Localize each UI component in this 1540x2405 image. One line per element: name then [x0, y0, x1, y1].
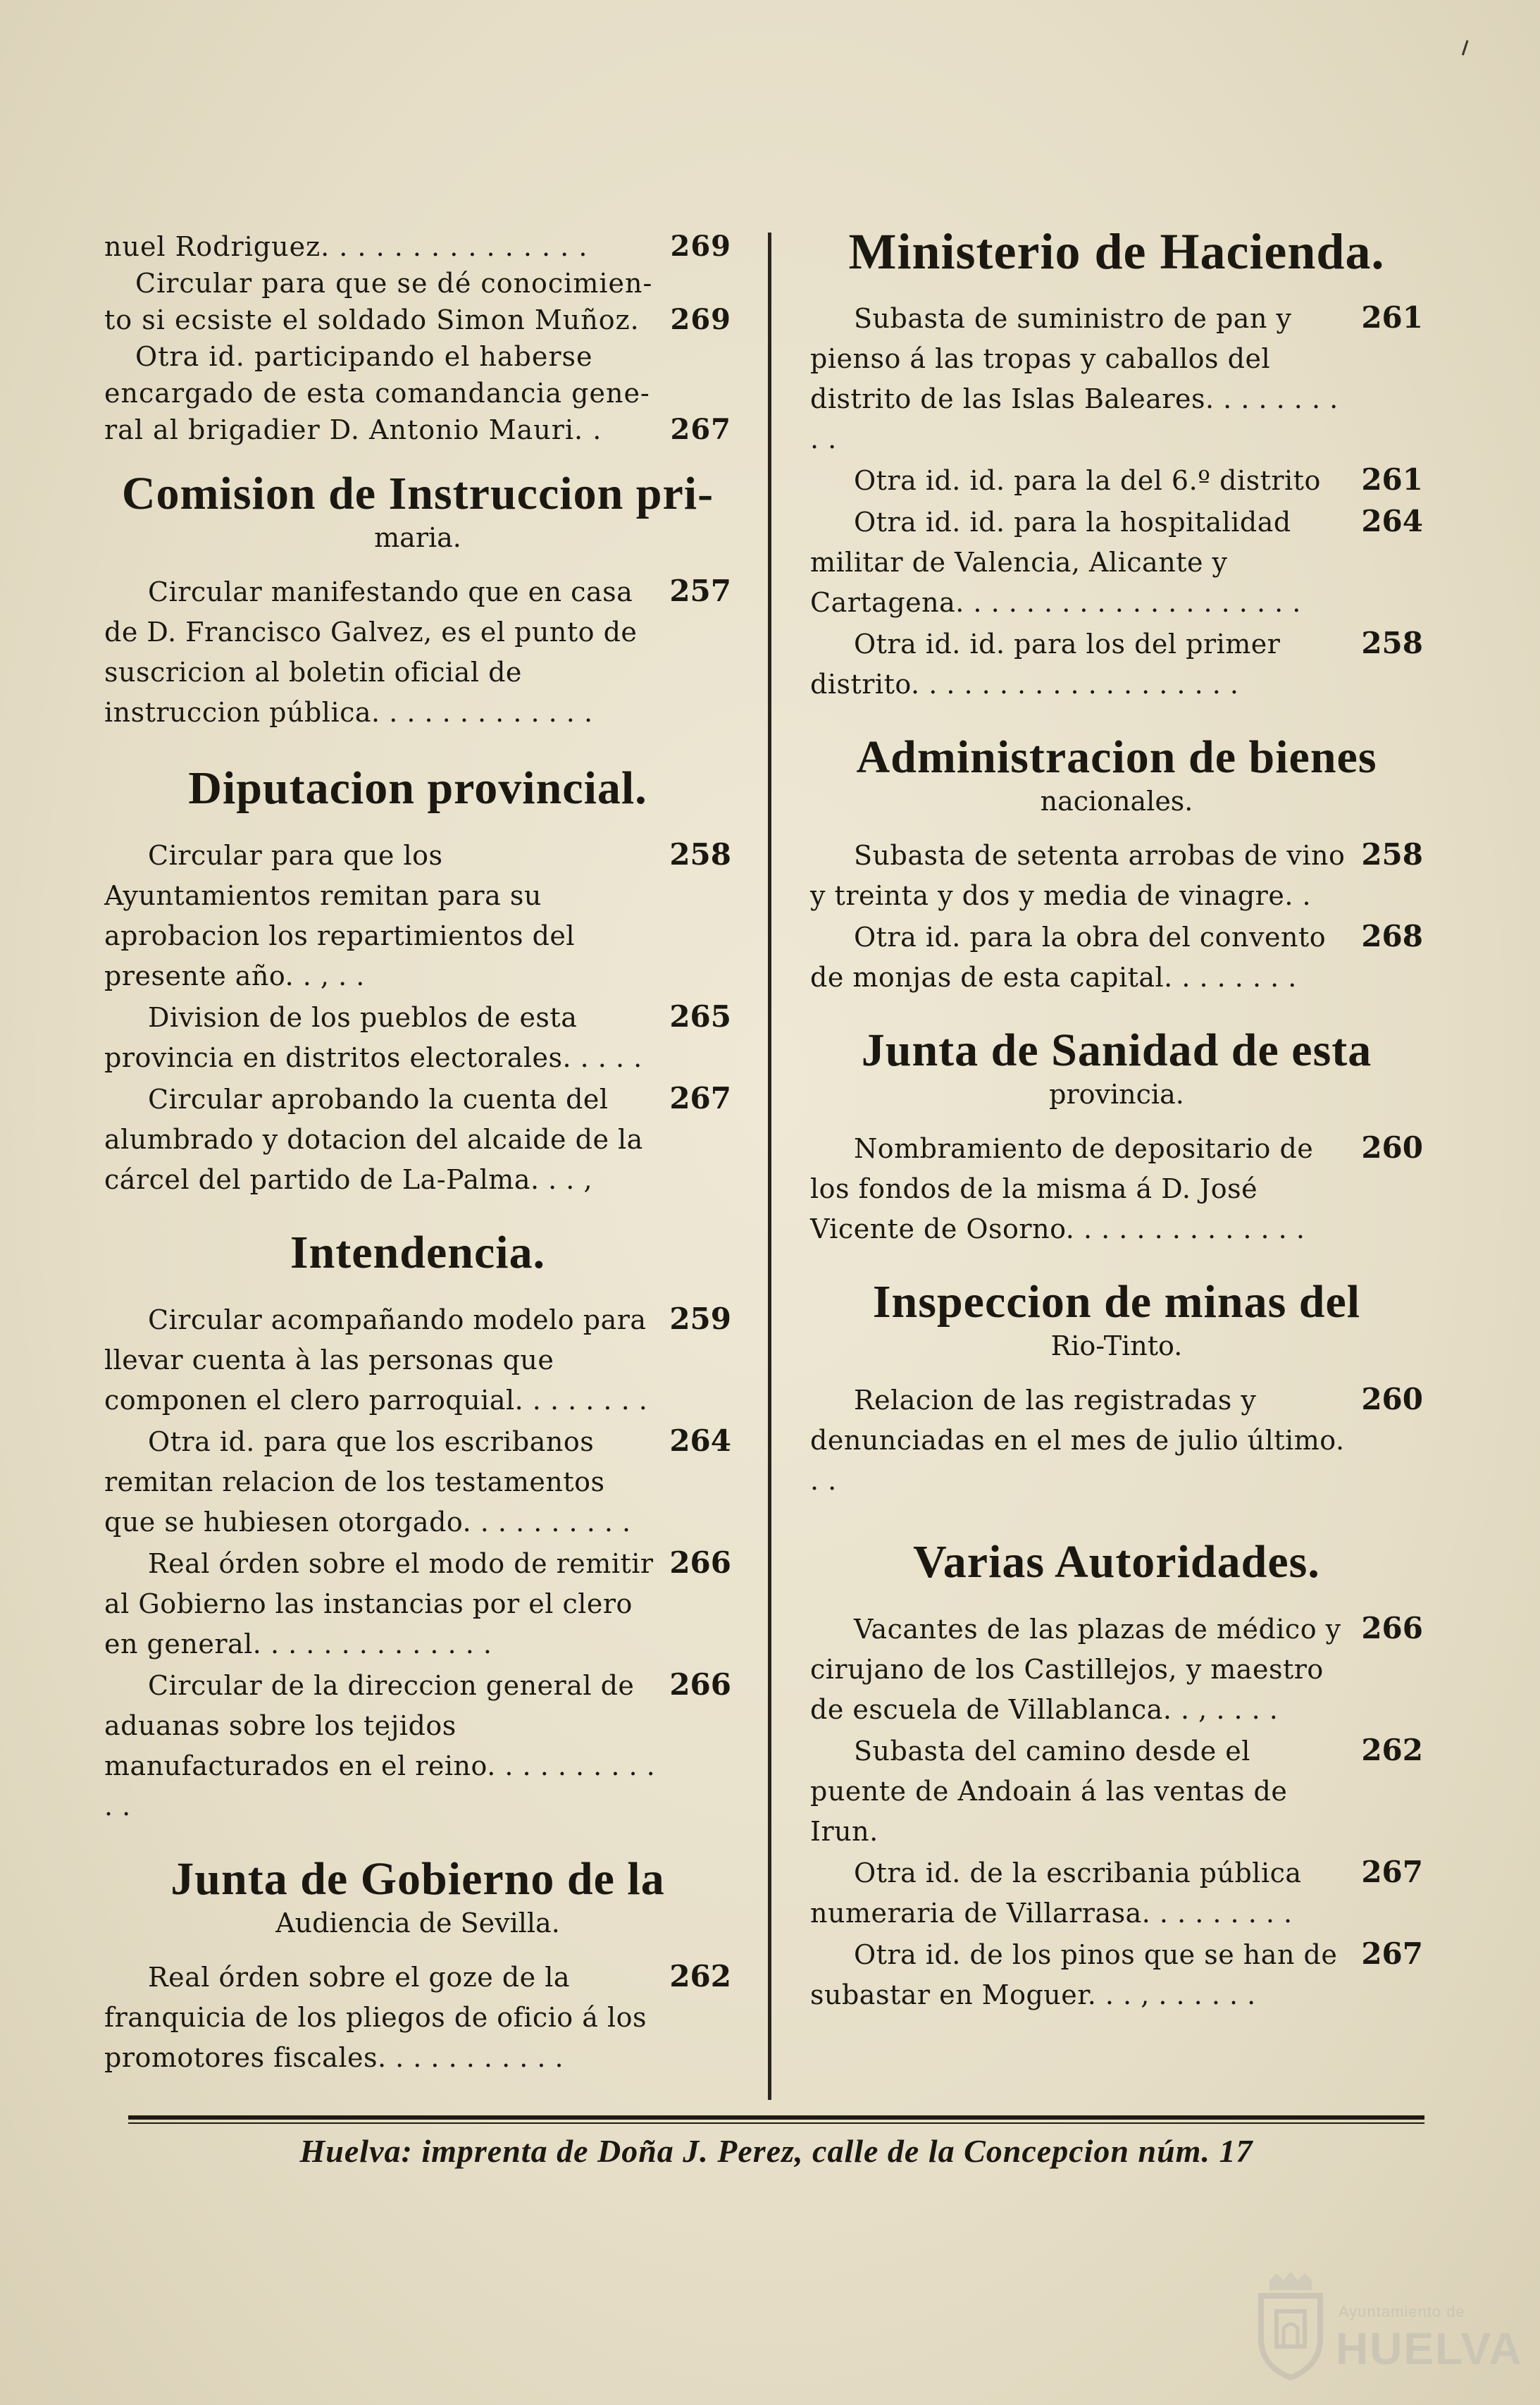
- page-number: 258: [1361, 837, 1423, 872]
- index-entry: [104, 1078, 731, 1200]
- entry-text: Circular acompañando modelo para llevar cuenta à las personas que componen el clero parroquial. . . . . . . .: [104, 1304, 648, 1416]
- entry-text: Real órden sobre el modo de remitir al Gobierno las instancias por el clero en general. . . . . . . . . . . . . .: [104, 1548, 654, 1659]
- section-title: Intendencia.: [290, 1227, 546, 1278]
- entry-text: Otra id. id. para la del 6.º distrito: [854, 465, 1321, 496]
- page-number: 264: [1361, 504, 1423, 538]
- left-column: [104, 224, 731, 2078]
- entry-text: Otra id. para que los escribanos remitan relacion de los testamentos que se hubiesen otorgado. . . . . . . . . .: [104, 1426, 631, 1538]
- watermark-big-text: HUELVA: [1336, 2323, 1523, 2374]
- entry-text: Circular aprobando la cuenta del alumbrado y dotacion del alcaide de la cárcel del partido de La-Palma. . . ,: [104, 1084, 643, 1195]
- entry-text: Nombramiento de depositario de los fondos de la misma á D. José Vicente de Osorno. . . . . . . . . . . . . .: [810, 1133, 1314, 1244]
- index-entry: [104, 571, 731, 733]
- page-number: 265: [669, 999, 731, 1034]
- entry-text: Division de los pueblos de esta provincia en distritos electorales. . . . .: [104, 1002, 642, 1073]
- section-subtitle: provincia.: [1049, 1079, 1184, 1110]
- index-entry: [810, 1730, 1423, 1852]
- page-number: 261: [1361, 462, 1423, 497]
- entry-text: Circular para que los Ayuntamientos remitan para su aprobacion los repartimientos del presente año. . , . .: [104, 840, 576, 991]
- index-entry: [104, 1956, 731, 2078]
- section-title: Junta de Gobierno de la: [170, 1853, 665, 1905]
- page-number: 258: [1361, 626, 1423, 660]
- entry-text: Otra id. de los pinos que se han de subastar en Moguer. . . , . . . . . .: [810, 1939, 1338, 2010]
- entry-text: Circular manifestando que en casa de D. Francisco Galvez, es el punto de suscricion al boletin oficial de instruccion pública. . . . . . . . . . . . .: [104, 576, 638, 728]
- index-entry: [810, 1934, 1423, 2015]
- fragment-line: ral al brigadier D. Antonio Mauri. . 267: [104, 413, 731, 446]
- printer-imprint: Huelva: imprenta de Doña J. Perez, calle de la Concepcion núm. 17: [299, 2133, 1253, 2169]
- section-title: Inspeccion de minas del: [872, 1276, 1361, 1328]
- page-number: 258: [669, 837, 731, 872]
- index-entry: [810, 297, 1423, 459]
- entry-text: Vacantes de las plazas de médico y cirujano de los Castillejos, y maestro de escuela de Villablanca. . , . . . .: [810, 1614, 1341, 1725]
- index-entry: [810, 459, 1423, 501]
- page-number: 257: [669, 574, 731, 608]
- entry-text: Otra id. de la escribania pública numeraria de Villarrasa. . . . . . . . .: [810, 1857, 1302, 1929]
- index-entry: [104, 834, 731, 996]
- entry-text: Relacion de las registradas y denunciadas en el mes de julio último. . .: [810, 1385, 1345, 1496]
- index-entry: [810, 834, 1423, 916]
- index-entry: [810, 1608, 1423, 1730]
- page-number: 264: [669, 1423, 731, 1458]
- watermark-small-text: Ayuntamiento de: [1339, 2303, 1465, 2320]
- entry-text: Otra id. id. para los del primer distrito. . . . . . . . . . . . . . . . . . .: [810, 629, 1281, 700]
- page-number: 262: [1361, 1733, 1423, 1767]
- index-entry: [810, 1379, 1423, 1501]
- entry-text: Otra id. id. para la hospitalidad militar de Valencia, Alicante y Cartagena. . . . . . . . . . . . . . . . . . . .: [810, 507, 1301, 618]
- page-number: 267: [1361, 1936, 1423, 1971]
- carryover-fragment: [104, 228, 731, 448]
- entry-text: Otra id. para la obra del convento de monjas de esta capital. . . . . . . .: [810, 922, 1327, 993]
- fragment-line: encargado de esta comandancia gene-: [104, 378, 650, 409]
- index-entry: [104, 1664, 731, 1826]
- fragment-line: to si ecsiste el soldado Simon Muñoz. 269: [104, 303, 731, 336]
- index-entry: [104, 1542, 731, 1664]
- section-title: Comision de Instruccion pri-: [121, 468, 714, 519]
- index-entry: [810, 916, 1423, 998]
- page-number: 266: [669, 1667, 731, 1702]
- section-title: Diputacion provincial.: [188, 762, 647, 814]
- section-subtitle: nacionales.: [1040, 786, 1193, 817]
- index-entry: [104, 1421, 731, 1542]
- right-column: [810, 224, 1423, 2015]
- section-title: Ministerio de Hacienda.: [848, 223, 1385, 280]
- footer-rule: [128, 2115, 1424, 2120]
- section-subtitle: maria.: [374, 522, 461, 553]
- section-subtitle: Rio-Tinto.: [1050, 1330, 1183, 1361]
- archive-watermark: [1248, 2268, 1523, 2387]
- page-number: 259: [669, 1302, 731, 1336]
- page-number: 267: [1361, 1855, 1423, 1889]
- index-entry: [104, 1299, 731, 1421]
- page-number: 267: [669, 1081, 731, 1115]
- column-divider: [768, 233, 771, 2100]
- margin-mark: [1462, 40, 1474, 57]
- page-number: 262: [669, 1959, 731, 1993]
- page-number: 260: [1361, 1382, 1423, 1416]
- section-title: Junta de Sanidad de esta: [861, 1025, 1372, 1076]
- index-entry: [810, 1852, 1423, 1934]
- page-number: 260: [1361, 1130, 1423, 1165]
- footer-rule-thin: [128, 2122, 1424, 2124]
- section-subtitle: Audiencia de Sevilla.: [275, 1908, 560, 1939]
- index-entry: [810, 501, 1423, 623]
- entry-text: Subasta de setenta arrobas de vino y treinta y dos y media de vinagre. .: [810, 840, 1346, 911]
- entry-text: Subasta del camino desde el puente de Andoain á las ventas de Irun.: [810, 1736, 1288, 1847]
- section-title: Administracion de bienes: [856, 731, 1377, 783]
- page-number: 266: [1361, 1611, 1423, 1645]
- entry-text: Subasta de suministro de pan y pienso á las tropas y caballos del distrito de las Islas Baleares. . . . . . . . . .: [810, 303, 1339, 455]
- page-number: 261: [1361, 300, 1423, 335]
- fragment-line: Otra id. participando el haberse: [135, 341, 593, 372]
- entry-text: Circular de la direccion general de aduanas sobre los tejidos manufacturados en el reino. . . . . . . . . . . .: [104, 1670, 656, 1822]
- section-title: Varias Autoridades.: [913, 1536, 1320, 1588]
- page-number: 268: [1361, 919, 1423, 953]
- fragment-line: nuel Rodriguez. . . . . . . . . . . . . . . 269: [104, 230, 731, 263]
- page-number: 266: [669, 1545, 731, 1580]
- entry-text: Real órden sobre el goze de la franquicia de los pliegos de oficio á los promotores fiscales. . . . . . . . . . .: [104, 1962, 647, 2073]
- city-crest-icon: [1248, 2268, 1333, 2380]
- index-entry: [104, 996, 731, 1078]
- index-entry: [810, 623, 1423, 705]
- fragment-line: Circular para que se dé conocimien-: [135, 268, 653, 299]
- index-entry: [810, 1127, 1423, 1249]
